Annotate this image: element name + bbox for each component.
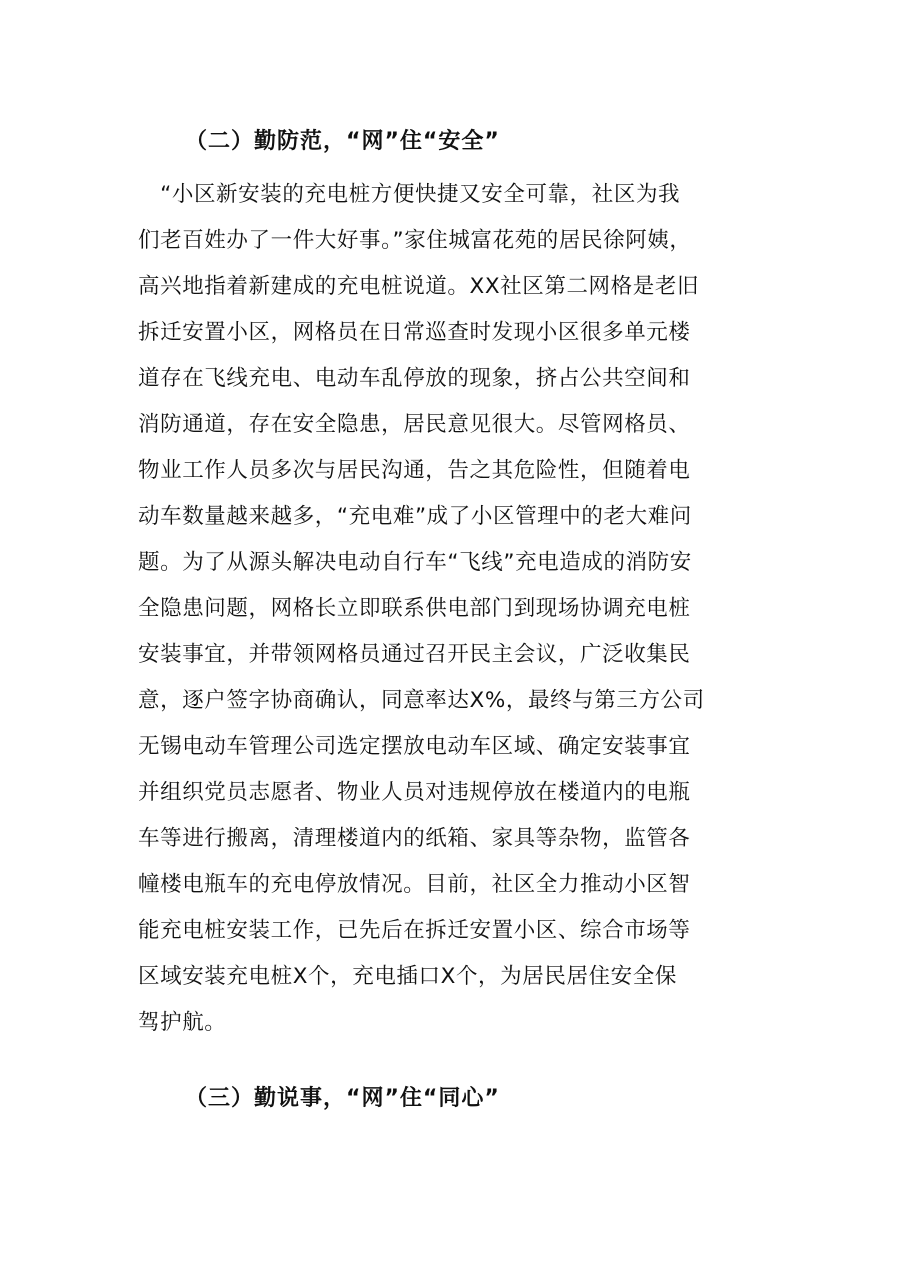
paragraph-line: 区域安装充电桩X个，充电插口X个，为居民居住安全保 <box>138 964 677 989</box>
paragraph-line: 高兴地指着新建成的充电桩说道。XX社区第二网格是老旧 <box>138 274 700 299</box>
paragraph-line: 无锡电动车管理公司选定摆放电动车区域、确定安装事宜 <box>138 734 691 759</box>
section-2-paragraph <box>138 172 778 1046</box>
paragraph-line: 消防通道，存在安全隐患，居民意见很大。尽管网格员、 <box>138 412 691 437</box>
section-heading-2: （二）勤防范，“网”住“安全” <box>185 129 500 154</box>
paragraph-line: 拆迁安置小区，网格员在日常巡查时发现小区很多单元楼 <box>138 320 691 345</box>
paragraph-line: 意，逐户签字协商确认，同意率达X%，最终与第三方公司 <box>138 688 705 713</box>
paragraph-line: 幢楼电瓶车的充电停放情况。目前，社区全力推动小区智 <box>138 872 691 897</box>
paragraph-line: 道存在飞线充电、电动车乱停放的现象，挤占公共空间和 <box>138 366 691 391</box>
paragraph-line: 们老百姓办了一件大好事。”家住城富花苑的居民徐阿姨， <box>138 228 692 253</box>
paragraph-line: 全隐患问题，网格长立即联系供电部门到现场协调充电桩 <box>138 596 691 621</box>
paragraph-line: 安装事宜，并带领网格员通过召开民主会议，广泛收集民 <box>138 642 691 667</box>
paragraph-line: 题。为了从源头解决电动自行车“飞线”充电造成的消防安 <box>138 550 692 575</box>
paragraph-line: “小区新安装的充电桩方便快捷又安全可靠，社区为我 <box>138 182 681 207</box>
paragraph-line: 物业工作人员多次与居民沟通，告之其危险性，但随着电 <box>138 458 691 483</box>
paragraph-line: 驾护航。 <box>138 1010 227 1035</box>
paragraph-line: 车等进行搬离，清理楼道内的纸箱、家具等杂物，监管各 <box>138 826 691 851</box>
paragraph-line: 能充电桩安装工作，已先后在拆迁安置小区、综合市场等 <box>138 918 691 943</box>
section-heading-3: （三）勤说事，“网”住“同心” <box>185 1086 500 1111</box>
paragraph-line: 动车数量越来越多，“充电难”成了小区管理中的老大难问 <box>138 504 692 529</box>
paragraph-line: 并组织党员志愿者、物业人员对违规停放在楼道内的电瓶 <box>138 780 691 805</box>
